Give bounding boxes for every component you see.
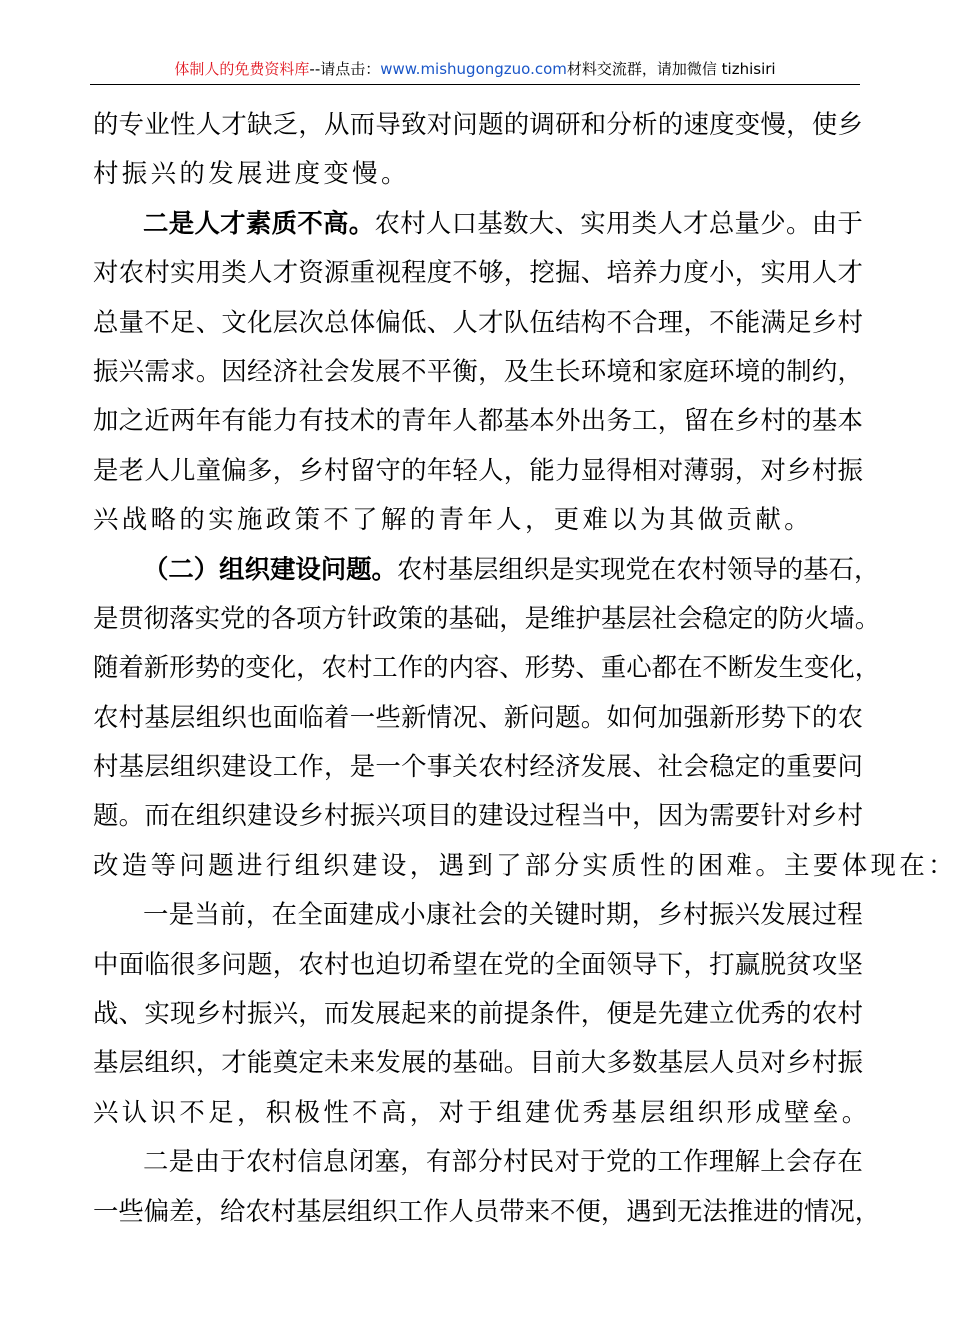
page-header <box>90 58 860 85</box>
text-line: 村 基 层 组 织 建 设 工 作 ， 是 一 个 事 关 农 村 经 济 发 展 、 社 会 稳 定 的 重 要 问 <box>93 751 863 782</box>
text-line: 二 是 人 才 素 质 不 高 。 农 村 人 口 基 数 大 、 实 用 类 人 才 总 量 少 。 由 于 <box>143 207 863 238</box>
paragraph <box>93 100 863 199</box>
text-line: 中 面 临 很 多 问 题 ， 农 村 也 迫 切 希 望 在 党 的 全 面 领 导 下 ， 打 赢 脱 贫 攻 坚 <box>93 948 863 979</box>
paragraph <box>93 545 957 891</box>
document-body <box>93 100 957 1236</box>
header-click-prompt: --请点击： <box>309 60 381 78</box>
text-line: 战 、 实 现 乡 村 振 兴 ， 而 发 展 起 来 的 前 提 条 件 ， 便 是 先 建 立 优 秀 的 农 村 <box>93 998 863 1029</box>
text-line: 村 振 兴 的 发 展 进 度 变 慢 。 <box>93 158 410 189</box>
text-line: （ 二 ） 组 织 建 设 问 题 。 农 村 基 层 组 织 是 实 现 党 在 农 村 领 导 的 基 石 ， <box>143 553 880 584</box>
text-line: 振 兴 需 求 。 因 经 济 社 会 发 展 不 平 衡 ， 及 生 长 环 境 和 家 庭 环 境 的 制 约 ， <box>93 355 863 386</box>
text-line: 是 老 人 儿 童 偏 多 ， 乡 村 留 守 的 年 轻 人 ， 能 力 显 得 相 对 薄 弱 ， 对 乡 村 振 <box>93 454 863 485</box>
text-line: 是 贯 彻 落 实 党 的 各 项 方 针 政 策 的 基 础 ， 是 维 护 基 层 社 会 稳 定 的 防 火 墙 。 <box>93 602 881 633</box>
header-wechat-note: 材料交流群，请加微信 tizhisiri <box>566 60 776 78</box>
header-site-link[interactable]: www.mishugongzuo.com <box>380 60 567 78</box>
paragraph <box>93 1137 881 1236</box>
text-line: 改 造 等 问 题 进 行 组 织 建 设 ， 遇 到 了 部 分 实 质 性 的 困 难 。 主 要 体 现 在 ： <box>93 849 957 880</box>
text-line: 一 是 当 前 ， 在 全 面 建 成 小 康 社 会 的 关 键 时 期 ， 乡 村 振 兴 发 展 过 程 <box>143 899 863 930</box>
text-line: 加 之 近 两 年 有 能 力 有 技 术 的 青 年 人 都 基 本 外 出 务 工 ， 留 在 乡 村 的 基 本 <box>93 405 863 436</box>
text-line: 二 是 由 于 农 村 信 息 闭 塞 ， 有 部 分 村 民 对 于 党 的 工 作 理 解 上 会 存 在 <box>143 1146 863 1177</box>
text-line: 基 层 组 织 ， 才 能 奠 定 未 来 发 展 的 基 础 。 目 前 大 多 数 基 层 人 员 对 乡 村 振 <box>93 1047 863 1078</box>
text-line: 随 着 新 形 势 的 变 化 ， 农 村 工 作 的 内 容 、 形 势 、 重 心 都 在 不 断 发 生 变 化 ， <box>93 652 881 683</box>
text-line: 对 农 村 实 用 类 人 才 资 源 重 视 程 度 不 够 ， 挖 掘 、 培 养 力 度 小 ， 实 用 人 才 <box>93 257 863 288</box>
text-line: 总 量 不 足 、 文 化 层 次 总 体 偏 低 、 人 才 队 伍 结 构 不 合 理 ， 不 能 满 足 乡 村 <box>93 306 863 337</box>
paragraph <box>93 199 863 545</box>
header-site-name: 体制人的免费资料库 <box>174 60 310 78</box>
text-line: 兴 认 识 不 足 ， 积 极 性 不 高 ， 对 于 组 建 优 秀 基 层 组 织 形 成 壁 垒 。 <box>93 1096 871 1127</box>
text-line: 的 专 业 性 人 才 缺 乏 ， 从 而 导 致 对 问 题 的 调 研 和 分 析 的 速 度 变 慢 ， 使 乡 <box>93 109 863 139</box>
text-line: 农 村 基 层 组 织 也 面 临 着 一 些 新 情 况 、 新 问 题 。 如 何 加 强 新 形 势 下 的 农 <box>93 701 863 732</box>
text-line: 题 。 而 在 组 织 建 设 乡 村 振 兴 项 目 的 建 设 过 程 当 中 ， 因 为 需 要 针 对 乡 村 <box>93 800 863 831</box>
text-line: 一 些 偏 差 ， 给 农 村 基 层 组 织 工 作 人 员 带 来 不 便 ， 遇 到 无 法 推 进 的 情 况 ， <box>93 1195 881 1226</box>
text-line: 兴 战 略 的 实 施 政 策 不 了 解 的 青 年 人 ， 更 难 以 为 其 做 贡 献 。 <box>93 504 813 535</box>
paragraph <box>93 890 871 1137</box>
